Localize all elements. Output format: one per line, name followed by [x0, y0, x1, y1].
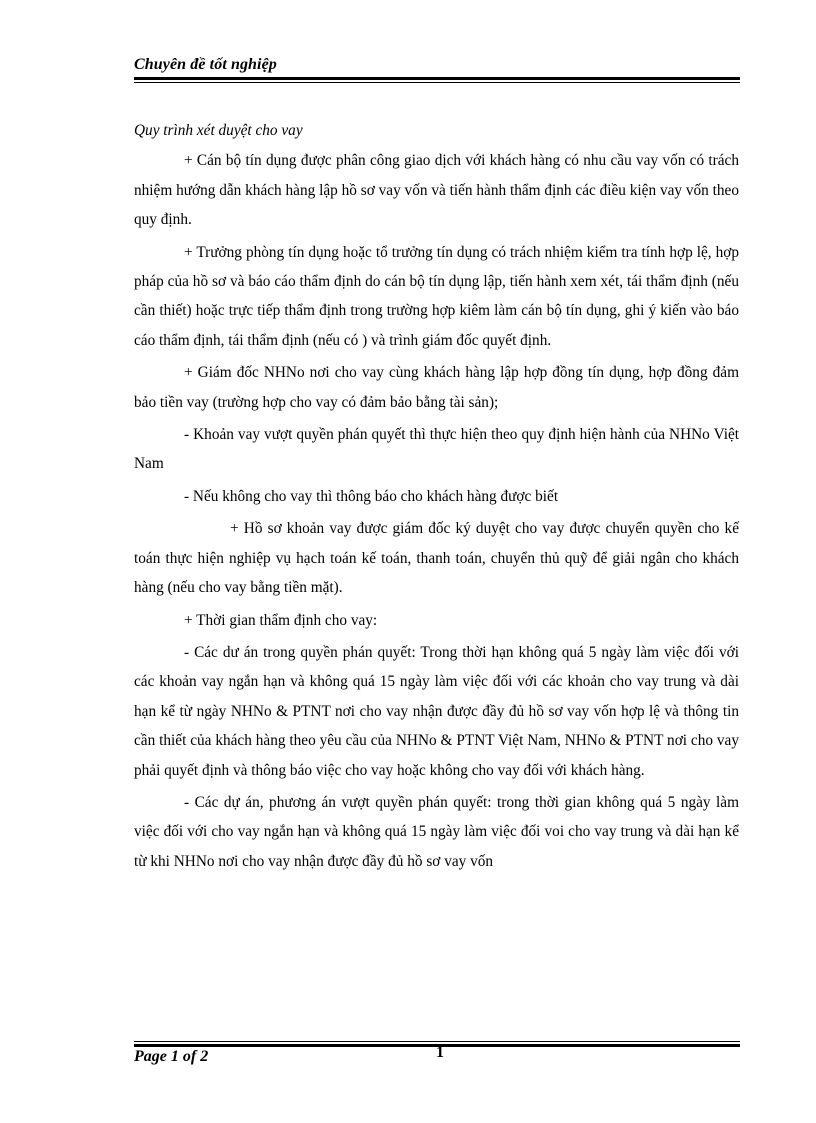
header-rule-thick — [134, 77, 740, 80]
footer-page-label: Page 1 of 2 — [134, 1048, 209, 1065]
paragraph: + Trưởng phòng tín dụng hoặc tổ trưởng tín dụng có trách nhiệm kiểm tra tính hợp lệ, hợp pháp của hồ sơ và báo cáo thẩm định do cán bộ tín dụng lập, tiến hành xem xét, tái thẩm định (nếu cần thiết) hoặc trực tiếp thẩm định trong trường hợp kiêm làm cán bộ tín dụng, ghi ý kiến vào báo cáo thẩm định, tái thẩm định (nếu có ) và trình giám đốc quyết định. — [134, 243, 739, 349]
paragraph: - Các dự án, phương án vượt quyền phán quyết: trong thời gian không quá 5 ngày làm việc đối với cho vay ngắn hạn và không quá 15 ngày làm việc đối voi cho vay trung và dài hạn kể từ khi NHNo nơi cho vay nhận được đầy đủ hồ sơ vay vốn — [134, 793, 739, 870]
footer-page-number: 1 — [436, 1044, 444, 1061]
paragraph: - Khoản vay vượt quyền phán quyết thì thực hiện theo quy định hiện hành của NHNo Việt Nam — [134, 426, 739, 473]
paragraph: - Nếu không cho vay thì thông báo cho khách hàng được biết — [184, 487, 559, 505]
header-rule-thin — [134, 82, 740, 83]
document-body — [134, 116, 739, 876]
paragraph: + Cán bộ tín dụng được phân công giao dịch với khách hàng có nhu cầu vay vốn có trách nhiệm hướng dẫn khách hàng lập hồ sơ vay vốn và tiến hành thẩm định các điều kiện vay vốn theo quy định. — [134, 152, 739, 229]
footer-rule-thin — [134, 1041, 740, 1042]
paragraph: + Thời gian thẩm định cho vay: — [184, 611, 378, 629]
document-header-title: Chuyên đề tốt nghiệp — [134, 56, 277, 73]
paragraph: + Hồ sơ khoản vay được giám đốc ký duyệt cho vay được chuyển quyền cho kế toán thực hiện nghiệp vụ hạch toán kế toán, thanh toán, chuyển thủ quỹ để giải ngân cho khách hàng (nếu cho vay bằng tiền mặt). — [134, 520, 739, 597]
paragraph: + Giám đốc NHNo nơi cho vay cùng khách hàng lập hợp đồng tín dụng, hợp đồng đảm bảo tiền vay (trường hợp cho vay có đảm bảo bằng tài sản); — [134, 364, 739, 411]
paragraph: - Các dư án trong quyền phán quyết: Trong thời hạn không quá 5 ngày làm việc đối với các khoản vay ngắn hạn và không quá 15 ngày làm việc đối với các khoản cho vay trung và dài hạn kể từ ngày NHNo & PTNT nơi cho vay nhận được đầy đủ hồ sơ vay vốn hợp lệ và thông tin cần thiết của khách hàng theo yêu cầu của NHNo & PTNT Việt Nam, NHNo & PTNT nơi cho vay phải quyết định và thông báo việc cho vay hoặc không cho vay đối với khách hàng. — [134, 643, 739, 779]
section-heading: Quy trình xét duyệt cho vay — [134, 122, 303, 139]
